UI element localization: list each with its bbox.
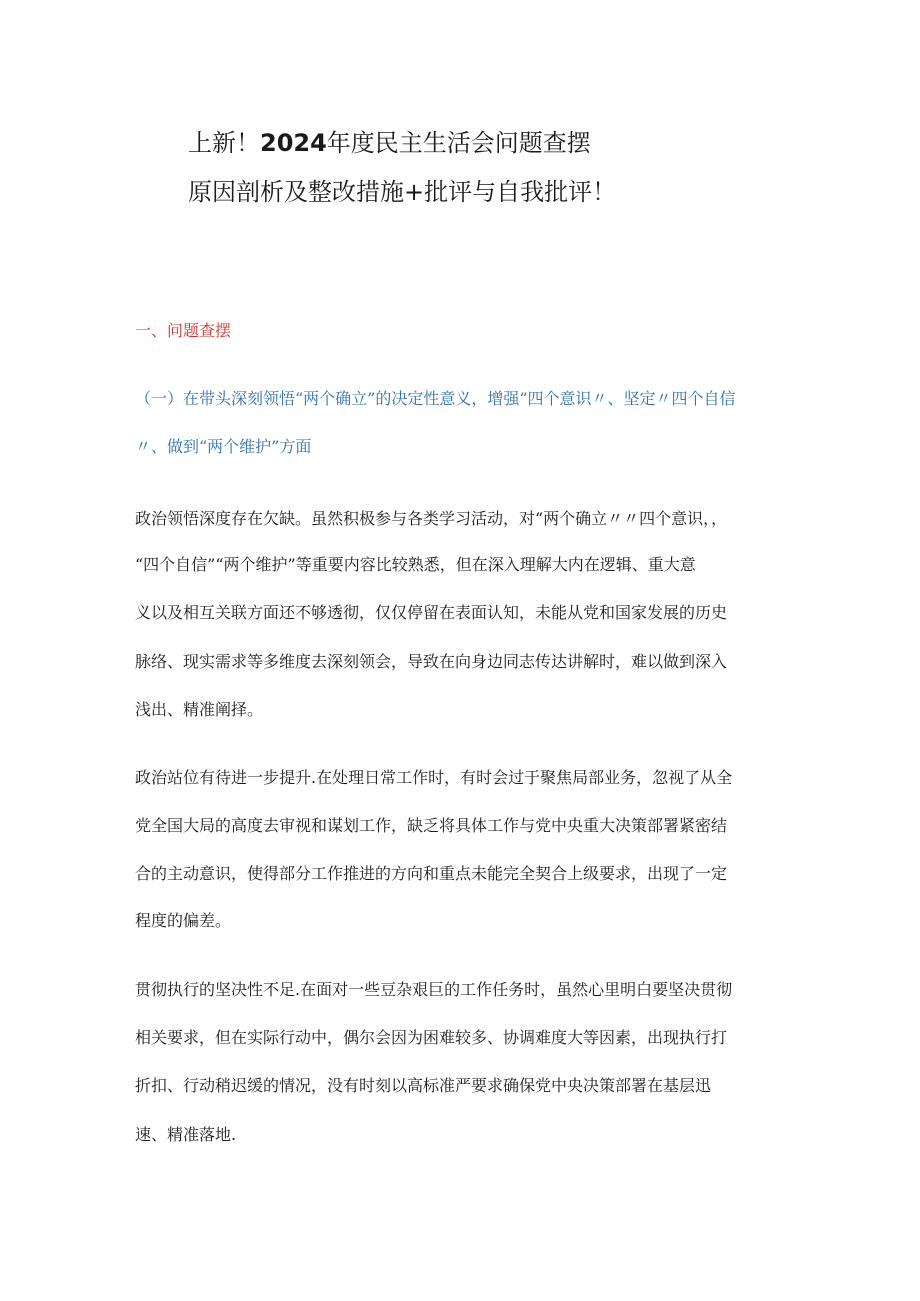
- paragraph-1-line-1: 政治领悟深度存在欠缺。虽然积极参与各类学习活动，对“两个确立〃〃四个意识，，: [135, 509, 728, 528]
- paragraph-1-line-5: 浅出、精准阐择。: [135, 700, 264, 719]
- paragraph-1-line-3: 义以及相互关联方面还不够透彻，仅仅停留在表面认知，未能从党和国家发展的历史: [135, 603, 728, 622]
- document-title-line-2: 原因剖析及整改措施+批评与自我批评！: [188, 178, 617, 206]
- title-prefix: 上新！: [188, 129, 260, 157]
- paragraph-1-line-4: 脉络、现实需求等多维度去深刻领会，导致在向身边同志传达讲解时，难以做到深入: [135, 652, 728, 671]
- paragraph-2-line-3: 合的主动意识，使得部分工作推进的方向和重点未能完全契合上级要求，出现了一定: [135, 864, 728, 883]
- paragraph-1-line-2: “四个自信”“两个维护”等重要内容比较熟悉，但在深入理解大内在逻辑、重大意: [135, 555, 696, 574]
- paragraph-2-line-2: 党全国大局的高度去审视和谋划工作，缺乏将具体工作与党中央重大决策部署紧密结: [135, 816, 728, 835]
- paragraph-2-line-4: 程度的偏差。: [135, 911, 232, 930]
- paragraph-3-line-2: 相关要求，但在实际行动中，偶尔会因为困难较多、协调难度大等因素，出现执行打: [135, 1028, 728, 1047]
- paragraph-2-line-1: 政治站位有待进一步提升.在处理日常工作时，有时会过于聚焦局部业务，忽视了从全: [135, 768, 733, 787]
- paragraph-3-line-3: 折扣、行动稍迟缓的情况，没有时刻以高标准严要求确保党中央决策部署在基层迅: [135, 1076, 712, 1095]
- document-title-line-1: [188, 128, 591, 158]
- subsection-heading-line-1: （一）在带头深刻领悟“两个确立”的决定性意义，增强“四个意识〃、坚定〃四个自信: [135, 389, 736, 408]
- title-year: 2024: [260, 129, 327, 157]
- section-heading: 一、问题查摆: [135, 321, 232, 340]
- subsection-heading-line-2: 〃、做到“两个维护”方面: [135, 437, 312, 456]
- paragraph-3-line-1: 贯彻执行的坚决性不足.在面对一些豆杂艰巨的工作任务时，虽然心里明白要坚决贯彻: [135, 980, 733, 999]
- title-suffix: 年度民主生活会问题查摆: [326, 129, 591, 157]
- paragraph-3-line-4: 速、精准落地.: [135, 1125, 237, 1144]
